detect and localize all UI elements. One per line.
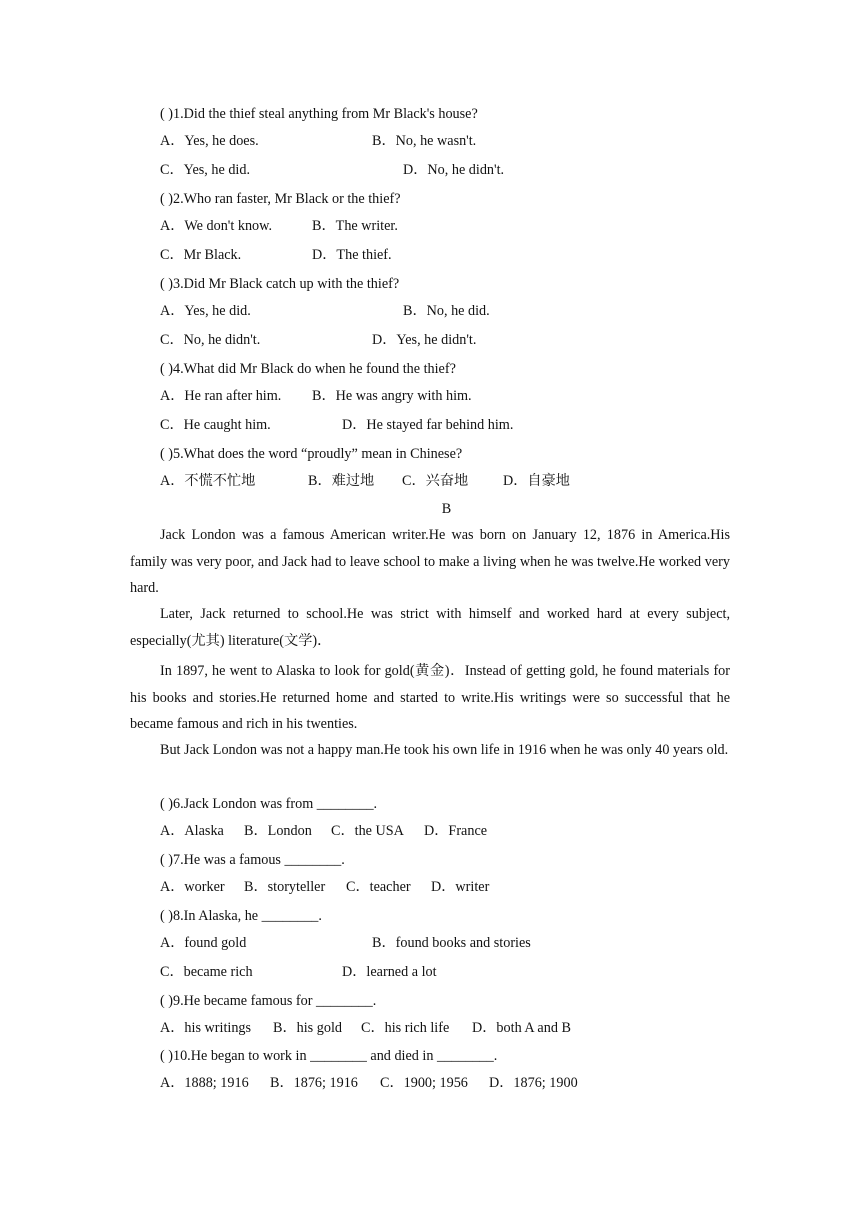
q3-option-a: A．Yes, he did. [160,303,251,319]
q8-option-c: C．became rich [160,964,253,980]
q6-option-b: B．London [244,823,312,839]
q7-option-a: A．worker [160,879,225,895]
q9-option-a: A．his writings [160,1020,252,1036]
q9-option-b: B．his gold [273,1020,342,1036]
q5-option-c: C．兴奋地 [402,473,469,489]
question-1: ( )1.Did the thief steal anything from Mr Black's house? [160,106,478,122]
question-2: ( )2.Who ran faster, Mr Black or the thief? [160,191,401,207]
q1-option-d: D．No, he didn't. [403,162,505,178]
q9-option-c: C．his rich life [361,1020,450,1036]
section-b-heading: B [441,501,452,517]
q8-option-d: D．learned a lot [342,964,437,980]
passage-paragraph-3: In 1897, he went to Alaska to look for gold(黄金)．Instead of getting gold, he found materials for his books and stories.He returned home and started to write.His writings were so successful that he became famous and rich in his twenties. [130,663,730,732]
q6-option-c: C．the USA [331,823,404,839]
q7-option-b: B．storyteller [244,879,326,895]
question-8: ( )8.In Alaska, he ________. [160,908,322,924]
q7-option-c: C．teacher [346,879,411,895]
q5-option-d: D．自豪地 [503,473,570,489]
q2-option-c: C．Mr Black. [160,247,242,263]
q7-option-d: D．writer [431,879,490,895]
question-7: ( )7.He was a famous ________. [160,852,345,868]
passage-paragraph-2: Later, Jack returned to school.He was strict with himself and worked hard at every subject, especially(尤其) literature(文学)． [130,606,730,649]
q8-option-b: B．found books and stories [372,935,531,951]
q1-option-a: A．Yes, he does. [160,133,259,149]
question-4: ( )4.What did Mr Black do when he found the thief? [160,361,456,377]
question-3: ( )3.Did Mr Black catch up with the thief? [160,276,400,292]
q2-option-d: D．The thief. [312,247,392,263]
q4-option-d: D．He stayed far behind him. [342,417,514,433]
q10-option-a: A．1888; 1916 [160,1075,249,1091]
q8-option-a: A．found gold [160,935,247,951]
q2-option-a: A．We don't know. [160,218,273,234]
q3-option-c: C．No, he didn't. [160,332,261,348]
q3-option-d: D．Yes, he didn't. [372,332,477,348]
q5-option-b: B．难过地 [308,473,375,489]
q4-option-a: A．He ran after him. [160,388,282,404]
question-6: ( )6.Jack London was from ________. [160,796,378,812]
q4-option-b: B．He was angry with him. [312,388,472,404]
q10-option-d: D．1876; 1900 [489,1075,578,1091]
q10-option-c: C．1900; 1956 [380,1075,468,1091]
q1-option-b: B．No, he wasn't. [372,133,477,149]
q1-option-c: C．Yes, he did. [160,162,251,178]
question-9: ( )9.He became famous for ________. [160,993,377,1009]
q3-option-b: B．No, he did. [403,303,490,319]
passage-paragraph-1: Jack London was a famous American writer.He was born on January 12, 1876 in America.His family was very poor, and Jack had to leave school to make a living when he was twelve.He worked very hard. [130,527,730,596]
passage-paragraph-4: But Jack London was not a happy man.He took his own life in 1916 when he was only 40 years old. [160,742,729,758]
question-5: ( )5.What does the word “proudly” mean in Chinese? [160,446,463,462]
q2-option-b: B．The writer. [312,218,398,234]
q5-option-a: A．不慌不忙地 [160,473,256,489]
question-10: ( )10.He began to work in ________ and died in ________. [160,1048,498,1064]
q4-option-c: C．He caught him. [160,417,271,433]
q6-option-d: D．France [424,823,488,839]
q9-option-d: D．both A and B [472,1020,571,1036]
q6-option-a: A．Alaska [160,823,224,839]
q10-option-b: B．1876; 1916 [270,1075,358,1091]
